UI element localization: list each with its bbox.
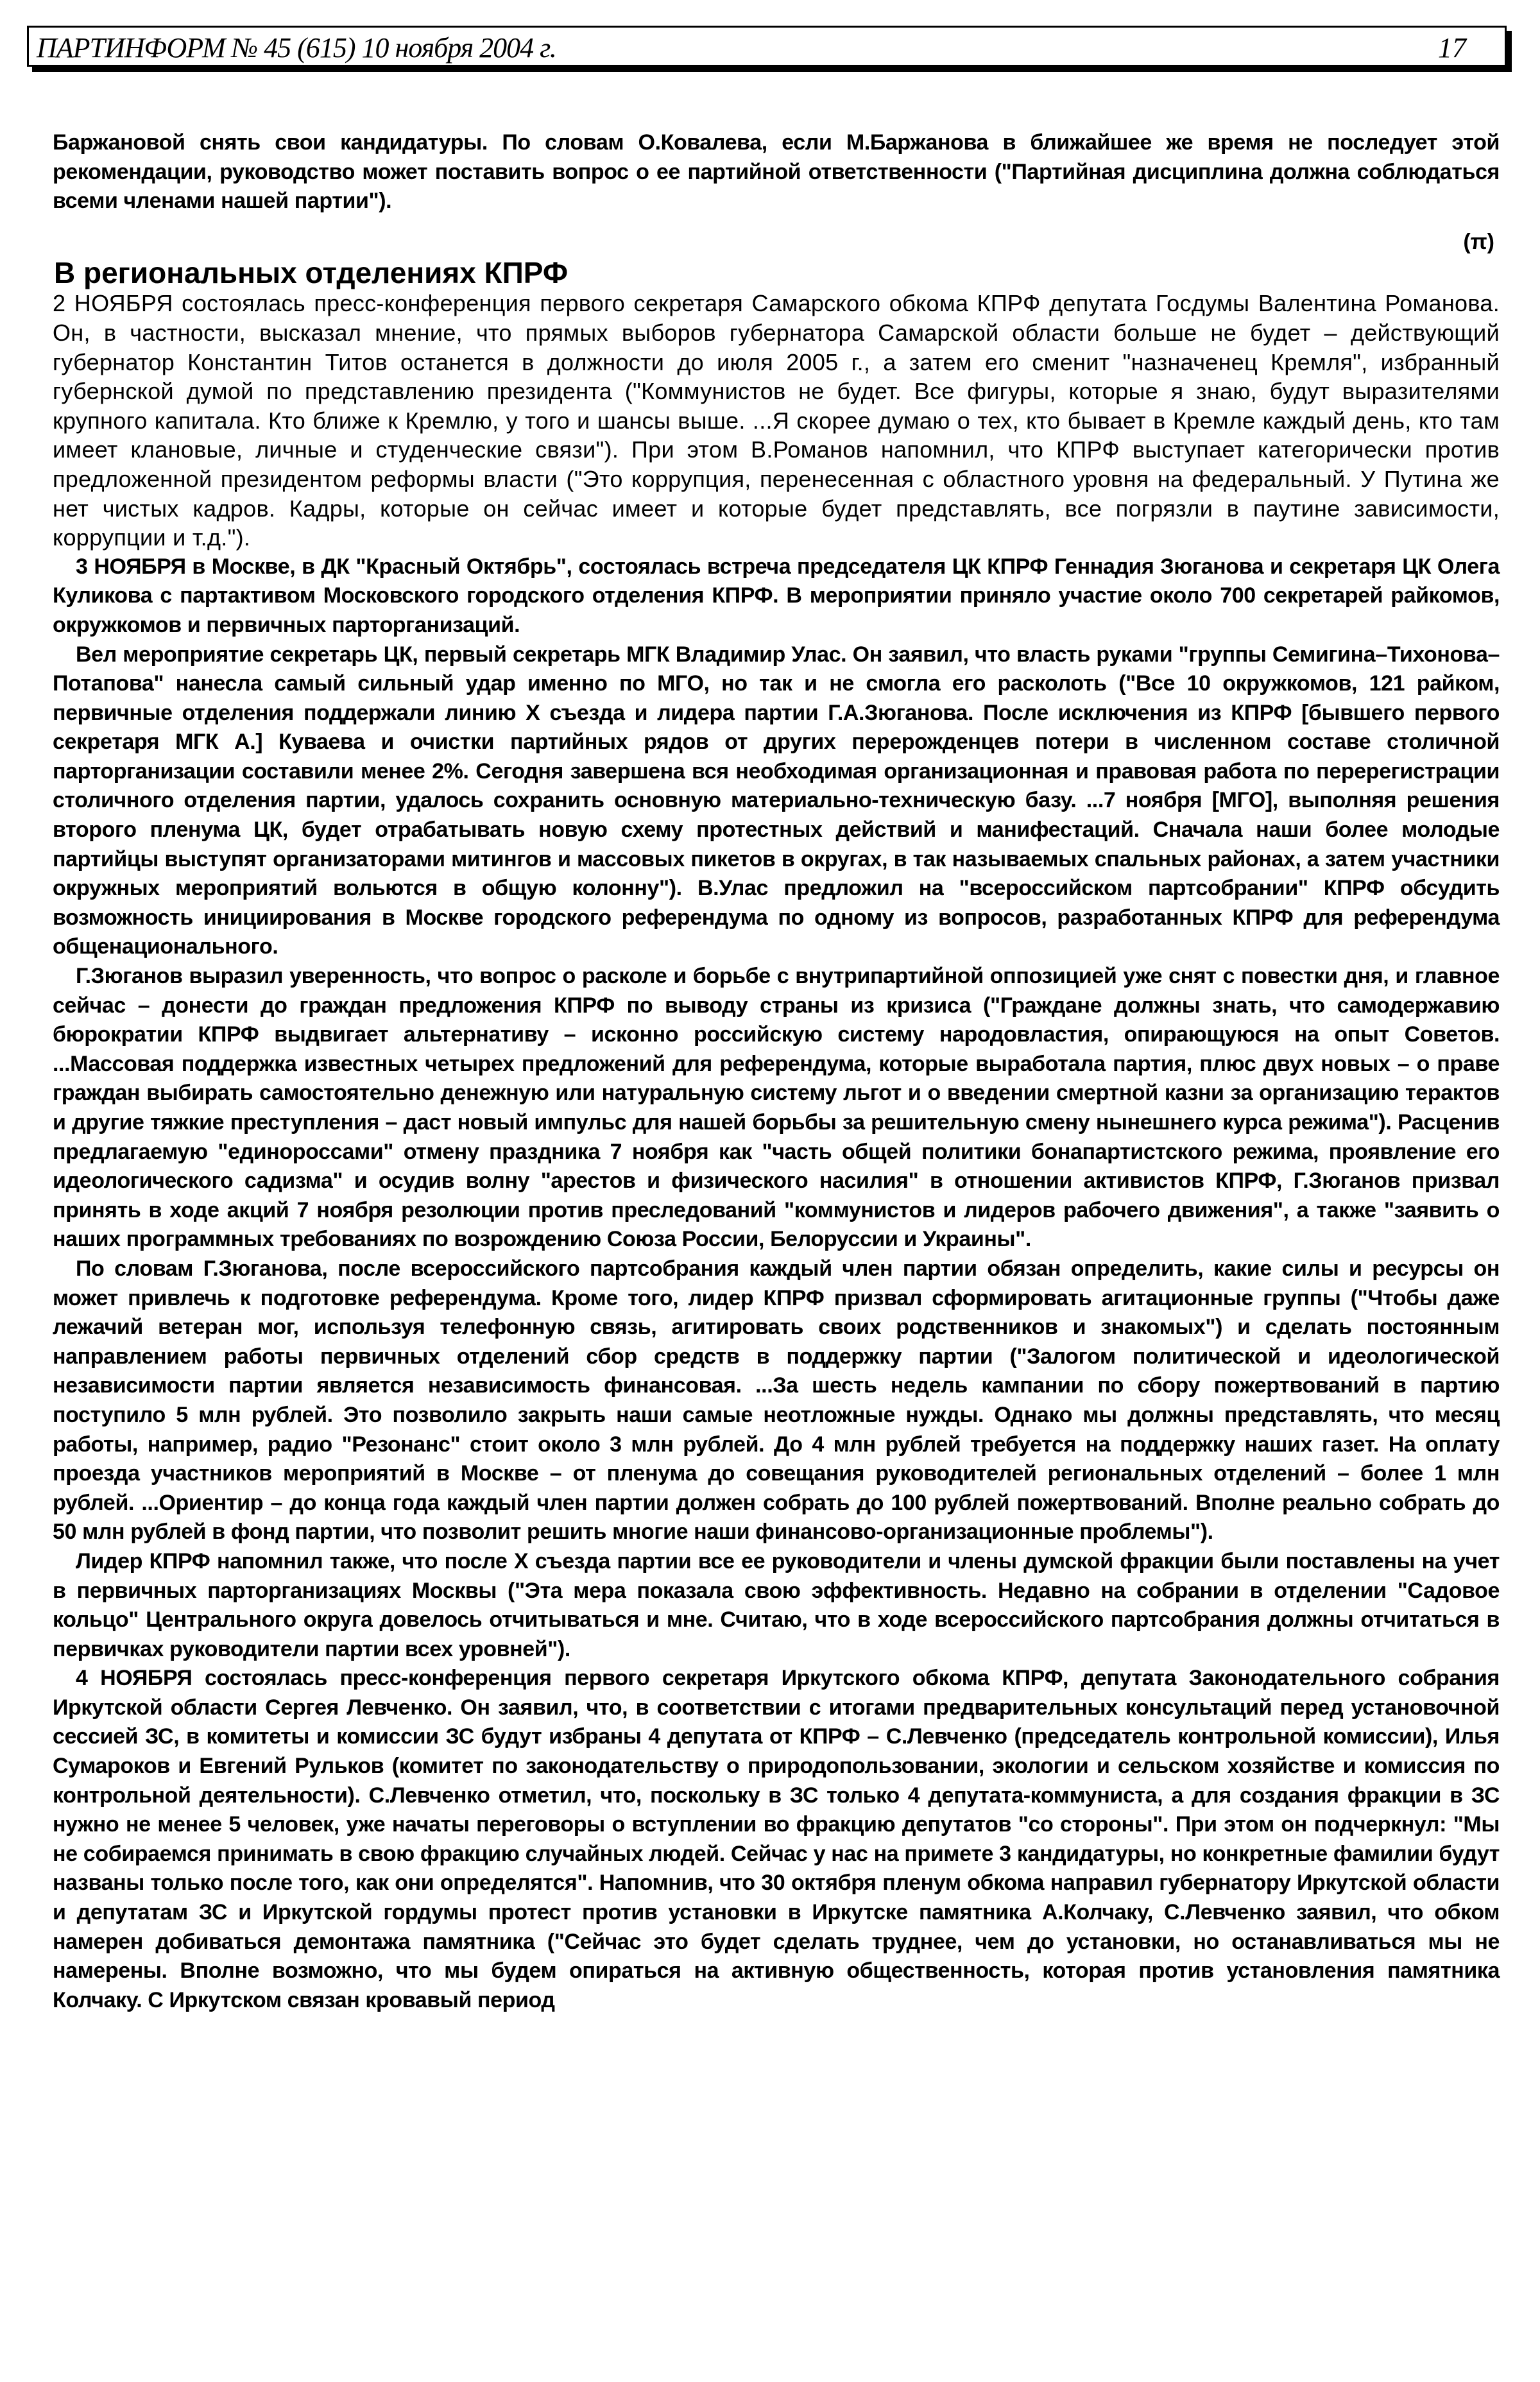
page-header <box>27 26 1507 67</box>
paragraph: Вел мероприятие секретарь ЦК, первый секретарь МГК Владимир Улас. Он заявил, что власть руками "группы Семигина–Тихонова–Потапова" нанесла самый сильный удар именно по МГО, но так и не смогла его расколоть ("Все 10 окружкомов, 121 райком, первичные отделения поддержали линию X съезда и лидера партии Г.А.Зюганова. После исключения из КПРФ [бывшего первого секретаря МГК А.] Куваева и очистки партийных рядов от других перерожденцев потери в численном составе столичной парторганизации составили менее 2%. Сегодня завершена вся необходимая организационная и правовая работа по перерегистрации столичного отделения партии, удалось сохранить основную материально-техническую базу. ...7 ноября [МГО], выполняя решения второго пленума ЦК, будет отрабатывать новую схему протестных действий и манифестаций. Сначала наши более молодые партийцы выступят организаторами митингов и массовых пикетов в округах, в так называемых спальных районах, а затем участники окружных мероприятий вольются в общую колонну"). В.Улас предложил на "всероссийском партсобрании" КПРФ обсудить возможность инициирования в Москве городского референдума по одному из вопросов, разработанных КПРФ для референдума общенационального. <box>53 642 1500 959</box>
section-heading: В региональных отделениях КПРФ <box>54 256 569 290</box>
article-body <box>53 128 1500 2015</box>
continued-paragraph: Баржановой снять свои кандидатуры. По словам О.Ковалева, если М.Баржанова в ближайшее же время не последует этой рекомендации, руководство может поставить вопрос о ее партийной ответственности ("Партийная дисциплина должна соблюдаться всеми членами нашей партии"). <box>53 130 1500 214</box>
paragraph: По словам Г.Зюганова, после всероссийского партсобрания каждый член партии обязан определить, какие силы и ресурсы он может привлечь к подготовке референдума. Кроме того, лидер КПРФ призвал сформировать агитационные группы ("Чтобы даже лежачий ветеран мог, используя телефонную связь, агитировать своих родственников и знакомых") и сделать постоянным направлением работы первичных отделений сбор средств в поддержку партии ("Залогом политической и идеологической независимости партии является независимость финансовая. ...За шесть недель кампании по сбору пожертвований в партию поступило 5 млн рублей. Это позволило закрыть наши самые неотложные нужды. Однако мы должны представлять, что месяц работы, например, радио "Резонанс" стоит около 3 млн рублей. До 4 млн рублей требуется на поддержку наших газет. На оплату проезда участников мероприятий в Москве – от пленума до совещания руководителей региональных отделений – более 1 млн рублей. ...Ориентир – до конца года каждый член партии должен собрать до 100 рублей пожертвований. Вполне реально собрать до 50 млн рублей в фонд партии, что позволит решить многие наши финансово-организационные проблемы"). <box>53 1256 1500 1545</box>
author-signature: (π) <box>1463 229 1494 254</box>
paragraph: 4 НОЯБРЯ состоялась пресс-конференция первого секретаря Иркутского обкома КПРФ, депутата Законодательного собрания Иркутской области Сергея Левченко. Он заявил, что, в соответствии с итогами предварительных консультаций перед установочной сессией ЗС, в комитеты и комиссии ЗС будут избраны 4 депутата от КПРФ – С.Левченко (председатель контрольной комиссии), Илья Сумароков и Евгений Рульков (комитет по законодательству о природопользовании, экологии и сельском хозяйстве и комиссия по контрольной деятельности). С.Левченко отметил, что, поскольку в ЗС только 4 депутата-коммуниста, а для создания фракции в ЗС нужно не менее 5 человек, уже начаты переговоры о вступлении во фракцию депутатов "со стороны". При этом он подчеркнул: "Мы не собираемся принимать в свою фракцию случайных людей. Сейчас у нас на примете 3 кандидатуры, но конкретные фамилии будут названы только после того, как они определятся". Напомнив, что 30 октября пленум обкома направил губернатору Иркутской области и депутатам ЗС и Иркутской гордумы протест против установки в Иркутске памятника А.Колчаку, С.Левченко заявил, что обком намерен добиваться демонтажа памятника ("Сейчас это будет сделать труднее, чем до установки, но останавливаться мы не намерены. Вполне возможно, что мы будем опираться на активную общественность, которая против установления памятника Колчаку. С Иркутском связан кровавый период <box>53 1666 1500 2012</box>
paragraph: Лидер КПРФ напомнил также, что после X съезда партии все ее руководители и члены думской фракции были поставлены на учет в первичных парторганизациях Москвы ("Эта мера показала свою эффективность. Недавно на собрании в отделении "Садовое кольцо" Центрального округа довелось отчитываться и мне. Считаю, что в ходе всероссийского партсобрания должны отчитаться в первичках руководители партии всех уровней"). <box>53 1548 1500 1661</box>
paragraph: 3 НОЯБРЯ в Москве, в ДК "Красный Октябрь", состоялась встреча председателя ЦК КПРФ Геннадия Зюганова и секретаря ЦК Олега Куликова с партактивом Московского городского отделения КПРФ. В мероприятии приняло участие около 700 секретарей райкомов, окружкомов и первичных парторганизаций. <box>53 554 1500 637</box>
paragraph: Г.Зюганов выразил уверенность, что вопрос о расколе и борьбе с внутрипартийной оппозицией уже снят с повестки дня, и главное сейчас – донести до граждан предложения КПРФ по выводу страны из кризиса ("Граждане должны знать, что самодержавию бюрократии КПРФ выдвигает альтернативу – исконно российскую систему народовластия, опирающуюся на опыт Советов. ...Массовая поддержка известных четырех предложений для референдума, которые выработала партия, плюс двух новых – о праве граждан выбирать самостоятельно денежную или натуральную систему льгот и о введении смертной казни за организацию терактов и другие тяжкие преступления – даст новый импульс для нашей борьбы за решительную смену нынешнего курса режима"). Расценив предлагаемую "единороссами" отмену праздника 7 ноября как "часть общей политики бонапартистского режима, проявление его идеологического садизма" и осудив волну "арестов и физического насилия" в отношении активистов КПРФ, Г.Зюганов призвал принять в ходе акций 7 ноября резолюции против преследований "коммунистов и лидеров рабочего движения", а также "заявить о наших программных требованиях по возрождению Союза России, Белоруссии и Украины". <box>53 964 1500 1252</box>
paragraph: 2 НОЯБРЯ состоялась пресс-конференция первого секретаря Самарского обкома КПРФ депутата Госдумы Валентина Романова. Он, в частности, высказал мнение, что прямых выборов губернатора Самарской области больше не будет – действующий губернатор Константин Титов останется в должности до июля 2005 г., а затем его сменит "назначенец Кремля", избранный губернской думой по представлению президента ("Коммунистов не будет. Все фигуры, которые я знаю, будут выразителями крупного капитала. Кто ближе к Кремлю, у того и шансы выше. ...Я скорее думаю о тех, кто бывает в Кремле каждый день, кто там имеет клановые, личные и студенческие связи"). При этом В.Романов напомнил, что КПРФ выступает категорически против предложенной президентом реформы власти ("Это коррупция, перенесенная с областного уровня на федеральный. У Путина же нет чистых кадров. Кадры, которые он сейчас имеет и которые будет представлять, все погрязли в паутине зависимости, коррупции и т.д."). <box>53 290 1500 551</box>
publication-title: ПАРТИНФОРМ № 45 (615) 10 ноября 2004 г. <box>37 32 556 64</box>
page-number: 17 <box>1438 32 1466 64</box>
